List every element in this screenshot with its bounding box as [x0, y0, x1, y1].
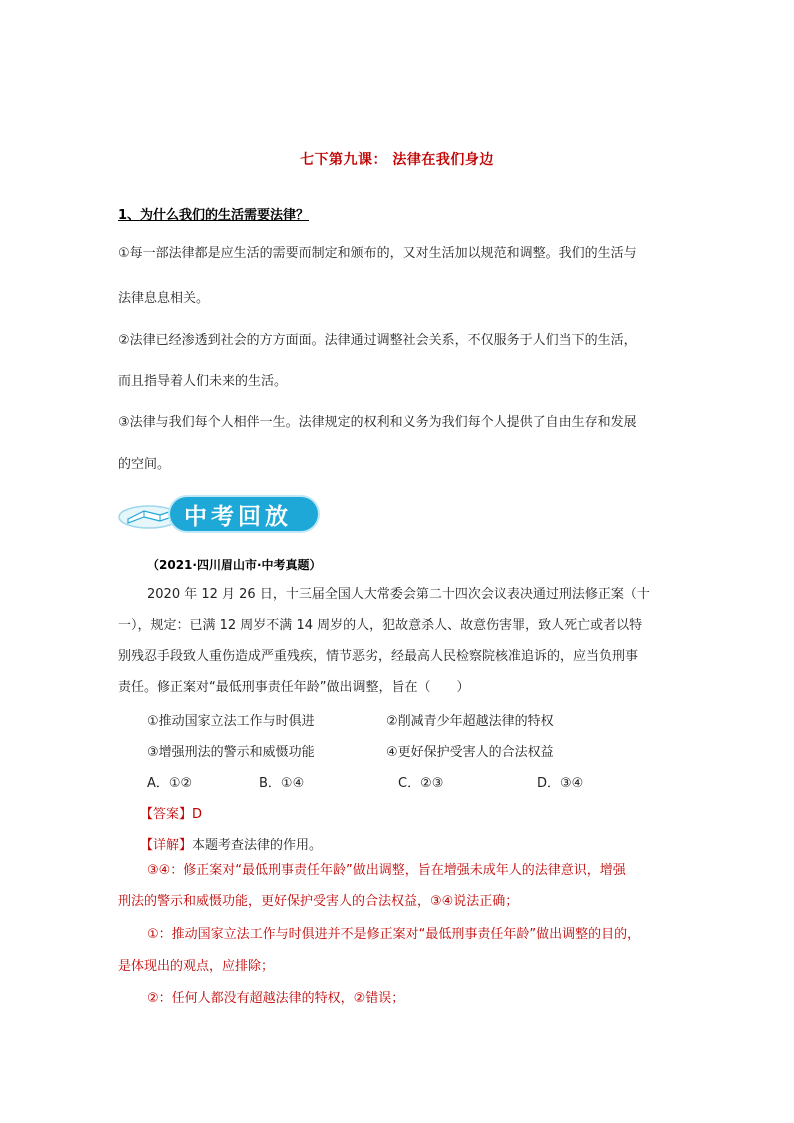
analysis-label: 【详解】: [140, 838, 193, 853]
point-1-line-1: ①每一部法律都是应生活的需要而制定和颁布的，又对生活加以规范和调整。我们的生活与: [118, 246, 637, 261]
statement-4: ④更好保护受害人的合法权益: [386, 745, 554, 760]
analysis-intro: 本题考查法律的作用。: [192, 838, 323, 853]
point-2-line-1: ②法律已经渗透到社会的方方面面。法律通过调整社会关系，不仅服务于人们当下的生活，: [118, 333, 637, 348]
choice-d: D．③④: [537, 776, 584, 791]
analysis-line-1: ③④：修正案对“最低刑事责任年龄”做出调整，旨在增强未成年人的法律意识，增强: [147, 863, 626, 878]
exam-review-banner: [118, 493, 320, 537]
question-heading: 1、为什么我们的生活需要法律？: [118, 208, 310, 223]
point-3-line-1: ③法律与我们每个人相伴一生。法律规定的权利和义务为我们每个人提供了自由生存和发展: [118, 415, 637, 430]
choice-b: B．①④: [259, 776, 305, 791]
analysis-line-5: ②：任何人都没有超越法律的特权，②错误；: [147, 991, 405, 1006]
point-3-line-2: 的空间。: [118, 457, 171, 472]
page-title: 七下第九课： 法律在我们身边: [300, 152, 494, 168]
banner-text: 中考回放: [184, 504, 292, 530]
analysis-line: [140, 834, 322, 853]
statement-3: ③增强刑法的警示和威慑功能: [147, 745, 315, 760]
analysis-line-3: ①：推动国家立法工作与时俱进并不是修正案对“最低刑事责任年龄”做出调整的目的，: [147, 927, 641, 942]
analysis-line-4: 是体现出的观点，应排除；: [118, 959, 275, 974]
stem-line-1: 2020 年 12 月 26 日，十三届全国人大常委会第二十四次会议表决通过刑法修正案（十: [147, 587, 650, 602]
exam-source: （2021·四川眉山市·中考真题）: [147, 558, 322, 572]
choice-c: C．②③: [398, 776, 444, 791]
answer-value: D: [192, 807, 203, 822]
stem-line-3: 别残忍手段致人重伤造成严重残疾，情节恶劣，经最高人民检察院核准追诉的，应当负刑事: [118, 649, 639, 664]
point-1-line-2: 法律息息相关。: [118, 291, 210, 306]
analysis-line-2: 刑法的警示和威慑功能，更好保护受害人的合法权益，③④说法正确；: [118, 894, 519, 909]
statement-2: ②削减青少年超越法律的特权: [386, 714, 554, 729]
choice-a: A．①②: [147, 776, 193, 791]
statement-1: ①推动国家立法工作与时俱进: [147, 714, 315, 729]
point-2-line-2: 而且指导着人们未来的生活。: [118, 374, 288, 389]
stem-line-2: 一），规定：已满 12 周岁不满 14 周岁的人，犯故意杀人、故意伤害罪，致人死亡或者以特: [118, 618, 643, 633]
answer-label: 【答案】: [140, 807, 193, 822]
answer-line: [140, 803, 202, 822]
stem-line-4: 责任。修正案对“最低刑事责任年龄”做出调整，旨在（ ）: [118, 680, 470, 695]
